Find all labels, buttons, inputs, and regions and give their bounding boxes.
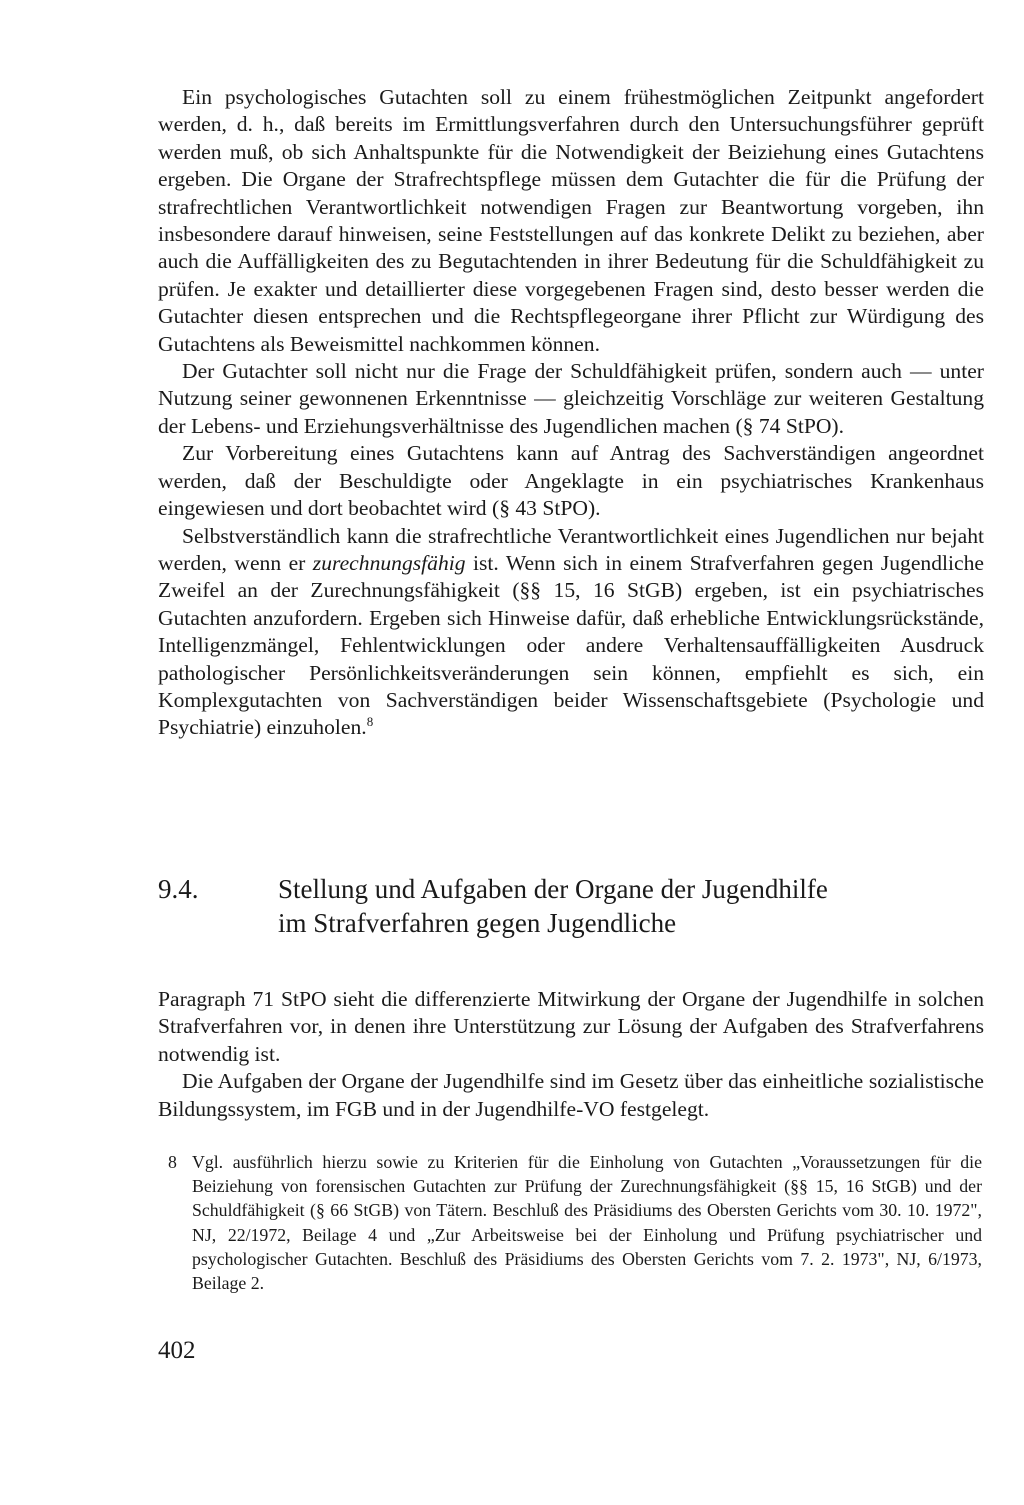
paragraph-4 <box>158 523 984 742</box>
section-title-line-1: Stellung und Aufgaben der Organe der Jugendhilfe <box>278 874 828 904</box>
footnote-mark: 8 <box>168 1152 177 1172</box>
section-title <box>278 872 984 940</box>
footnote-text: Vgl. ausführlich hierzu sowie zu Kriterien für die Einholung von Gutachten „Voraussetzungen für die Beiziehung von forensischen Gutachten zur Prüfung der Zurechnungsfähigkeit (§§ 15, 16 StGB) und der Schuldfähigkeit (§ 66 StGB) von Tätern. Beschluß des Präsidiums des Obersten Gerichts vom 30. 10. 1972", NJ, 22/1972, Beilage 4 und „Zur Arbeitsweise bei der Einholung und Prüfung psychiatrischer und psychologischer Gutachten. Beschluß des Präsidiums des Obersten Gerichts vom 7. 2. 1973", NJ, 6/1973, Beilage 2. <box>192 1152 982 1294</box>
paragraph-4-part1: Selbstverständlich kann die strafrechtliche Verantwortlichkeit eines Jugendlichen nur bejaht werden, wenn er <box>158 523 984 575</box>
page-number: 402 <box>158 1337 196 1364</box>
paragraph-5: Paragraph 71 StPO sieht die differenzierte Mitwirkung der Organe der Jugendhilfe in solchen Strafverfahren vor, in denen ihre Unterstützung zur Lösung der Aufgaben des Strafverfahrens notwendig ist. <box>158 987 984 1066</box>
body-text-top <box>158 84 984 742</box>
paragraph-3: Zur Vorbereitung eines Gutachtens kann auf Antrag des Sachverständigen angeordnet werden, daß der Beschuldigte oder Angeklagte in ein psychiatrisches Krankenhaus eingewiesen und dort beobachtet wird (§ 43 StPO). <box>158 441 984 521</box>
body-text-bottom <box>158 986 984 1123</box>
section-title-line-2: im Strafverfahren gegen Jugendliche <box>278 908 677 938</box>
section-number: 9.4. <box>158 874 199 904</box>
footnote-reference: 8 <box>366 714 374 730</box>
footnote <box>168 1150 982 1295</box>
paragraph-2: Der Gutachter soll nicht nur die Frage der Schuldfähigkeit prüfen, sondern auch — unter Nutzung seiner gewonnenen Erkenntnisse — gleichzeitig Vorschläge zur weiteren Gestaltung der Lebens- und Erziehungsverhältnisse des Jugendlichen machen (§ 74 StPO). <box>158 359 984 438</box>
paragraph-4-italic: zurechnungsfähig <box>312 550 466 575</box>
section-heading <box>158 872 984 940</box>
paragraph-4-part2: ist. Wenn sich in einem Strafverfahren gegen Jugendliche Zweifel an der Zurechnungsfähigkeit (§§ 15, 16 StGB) ergeben, ist ein psychiatrisches Gutachten anzufordern. Ergeben sich Hinweise dafür, daß erhebliche Entwicklungsrückstände, Intelligenzmängel, Fehlentwicklungen oder andere Verhaltensauffälligkeiten Ausdruck pathologischer Persönlichkeitsveränderungen sein können, empfiehlt es sich, ein Komplexgutachten von Sachverständigen beider Wissenschaftsgebiete (Psychologie und Psychiatrie) einzuholen. <box>158 550 984 740</box>
paragraph-1: Ein psychologisches Gutachten soll zu einem frühestmöglichen Zeitpunkt angefordert werden, d. h., daß bereits im Ermittlungsverfahren durch den Untersuchungsführer geprüft werden muß, ob sich Anhaltspunkte für die Notwendigkeit der Beiziehung eines Gutachtens ergeben. Die Organe der Strafrechtspflege müssen dem Gutachter die für die Prüfung der strafrechtlichen Verantwortlichkeit notwendigen Fragen zur Beantwortung vorgeben, ihn insbesondere darauf hinweisen, seine Feststellungen auf das konkrete Delikt zu beziehen, aber auch die Auffälligkeiten des zu Begutachtenden in ihrer Bedeutung für die Schuldfähigkeit zu prüfen. Je exakter und detaillierter diese vorgegebenen Fragen sind, desto besser werden die Gutachter diesen entsprechen und die Rechtspflegeorgane ihrer Pflicht zur Würdigung des Gutachtens als Beweismittel nachkommen können. <box>158 85 984 356</box>
paragraph-6: Die Aufgaben der Organe der Jugendhilfe sind im Gesetz über das einheitliche sozialistische Bildungssystem, im FGB und in der Jugendhilfe-VO festgelegt. <box>158 1069 984 1121</box>
